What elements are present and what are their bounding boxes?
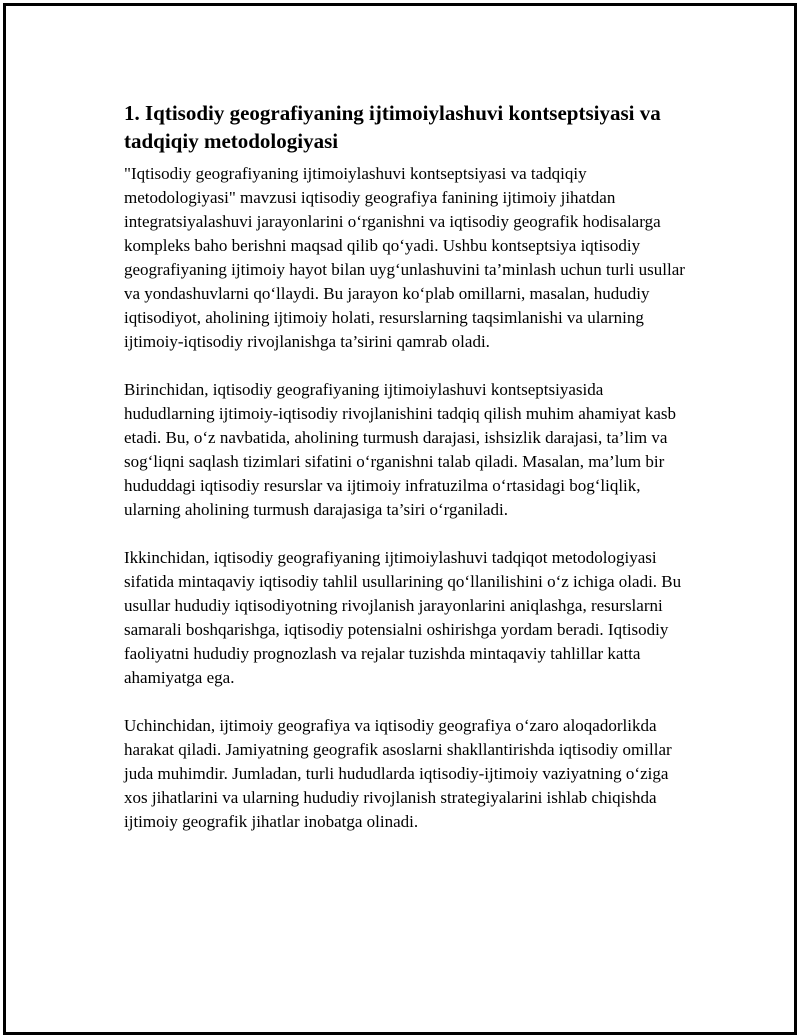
paragraph-intro: "Iqtisodiy geografiyaning ijtimoiylashuvi kontseptsiyasi va tadqiqiy metodologiyasi" mavzusi iqtisodiy geografiya fanining ijtimoiy jihatdan integratsiyalashuvi jarayonlarini o‘rganishni va iqtisodiy geografik hodisalarga kompleks baho berishni maqsad qilib qo‘yadi. Ushbu kontseptsiya iqtisodiy geografiyaning ijtimoiy hayot bilan uyg‘unlashuvini ta’minlash uchun turli usullar va yondashuvlarni qo‘llaydi. Bu jarayon ko‘plab omillarni, masalan, hududiy iqtisodiyot, aholining ijtimoiy holati, resurslarning taqsimlanishi va ularning ijtimoiy-iqtisodiy rivojlanishga ta’sirini qamrab oladi. [124,164,685,351]
paragraph-first: Birinchidan, iqtisodiy geografiyaning ijtimoiylashuvi kontseptsiyasida hududlarning ijtimoiy-iqtisodiy rivojlanishini tadqiq qilish muhim ahamiyat kasb etadi. Bu, o‘z navbatida, aholining turmush darajasi, ishsizlik darajasi, ta’lim va sog‘liqni saqlash tizimlari sifatini o‘rganishni talab qiladi. Masalan, ma’lum bir hududdagi iqtisodiy resurslar va ijtimoiy infratuzilma o‘rtasidagi bog‘liqlik, ularning aholining turmush darajasiga ta’siri o‘rganiladi. [124,380,676,519]
page-title: 1. Iqtisodiy geografiyaning ijtimoiylashuvi kontseptsiyasi va tadqiqiy metodologiyasi [124,101,661,153]
document-body [118,99,688,858]
paragraph-third: Uchinchidan, ijtimoiy geografiya va iqtisodiy geografiya o‘zaro aloqadorlikda harakat qiladi. Jamiyatning geografik asoslarni shakllantirishda iqtisodiy omillar juda muhimdir. Jumladan, turli hududlarda iqtisodiy-ijtimoiy vaziyatning o‘ziga xos jihatlarini va ularning hududiy rivojlanish strategiyalarini ishlab chiqishda ijtimoiy geografik jihatlar inobatga olinadi. [124,716,672,831]
paragraph-second: Ikkinchidan, iqtisodiy geografiyaning ijtimoiylashuvi tadqiqot metodologiyasi sifatida mintaqaviy iqtisodiy tahlil usullarining qo‘llanilishini o‘z ichiga oladi. Bu usullar hududiy iqtisodiyotning rivojlanish jarayonlarini aniqlashga, resurslarni samarali boshqarishga, iqtisodiy potensialni oshirishga yordam beradi. Iqtisodiy faoliyatni hududiy prognozlash va rejalar tuzishda mintaqaviy tahlillar katta ahamiyatga ega. [124,548,682,687]
page-frame [3,3,797,1035]
